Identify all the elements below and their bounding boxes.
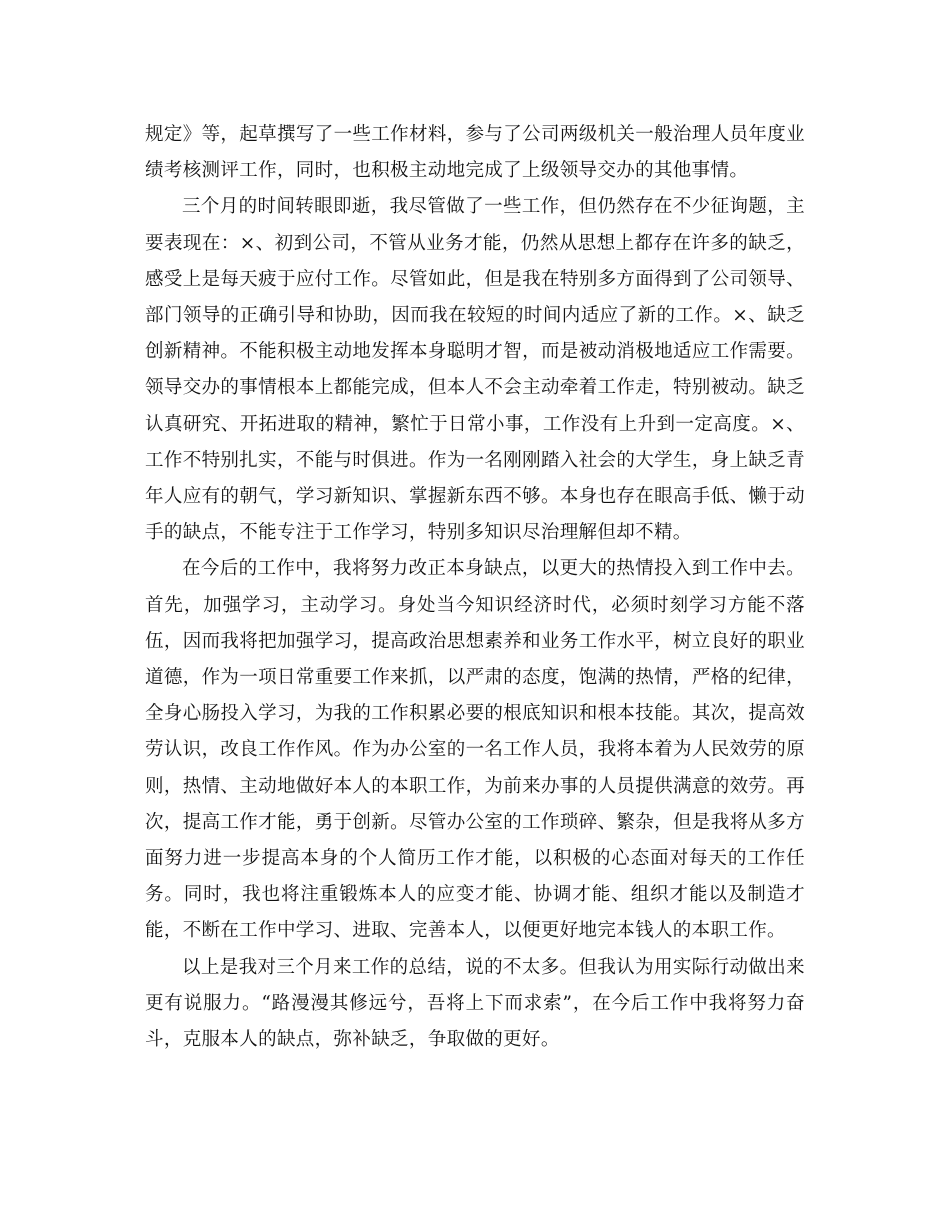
paragraph-conclusion: 以上是我对三个月来工作的总结，说的不太多。但我认为用实际行动做出来更有说服力。“路漫漫其修远兮，吾将上下而求索”，在今后工作中我将努力奋斗，克服本人的缺点，弥补缺乏，争取做的更好。 [145,956,805,1051]
paragraph-future-plan: 在今后的工作中，我将努力改正本身缺点，以更大的热情投入到工作中去。首先，加强学习，主动学习。身处当今知识经济时代，必须时刻学习方能不落伍，因而我将把加强学习，提高政治思想素养和业务工作水平，树立良好的职业道德，作为一项日常重要工作来抓，以严肃的态度，饱满的热情，严格的纪律，全身心肠投入学习，为我的工作积累必要的根底知识和根本技能。其次，提高效劳认识，改良工作作风。作为办公室的一名工作人员，我将本着为人民效劳的原则，热情、主动地做好本人的本职工作，为前来办事的人员提供满意的效劳。再次，提高工作才能，勇于创新。尽管办公室的工作琐碎、繁杂，但是我将从多方面努力进一步提高本身的个人简历工作才能，以积极的心态面对每天的工作任务。同时，我也将注重锻炼本人的应变才能、协调才能、组织才能以及制造才能，不断在工作中学习、进取、完善本人，以便更好地完本钱人的本职工作。 [145,558,805,942]
paragraph-continuation: 规定》等，起草撰写了一些工作材料，参与了公司两级机关一般治理人员年度业绩考核测评工作，同时，也积极主动地完成了上级领导交办的其他事情。 [145,124,805,182]
paragraph-shortcomings: 三个月的时间转眼即逝，我尽管做了一些工作，但仍然存在不少征询题，主要表现在：×、初到公司，不管从业务才能，仍然从思想上都存在许多的缺乏，感受上是每天疲于应付工作。尽管如此，但是我在特别多方面得到了公司领导、部门领导的正确引导和协助，因而我在较短的时间内适应了新的工作。×、缺乏创新精神。不能积极主动地发挥本身聪明才智，而是被动消极地适应工作需要。领导交办的事情根本上都能完成，但本人不会主动牵着工作走，特别被动。缺乏认真研究、开拓进取的精神，繁忙于日常小事，工作没有上升到一定高度。×、工作不特别扎实，不能与时俱进。作为一名刚刚踏入社会的大学生，身上缺乏青年人应有的朝气，学习新知识、掌握新东西不够。本身也存在眼高手低、懒于动手的缺点，不能专注于工作学习，特别多知识尽治理解但却不精。 [145,196,805,544]
document-page [145,117,805,1058]
